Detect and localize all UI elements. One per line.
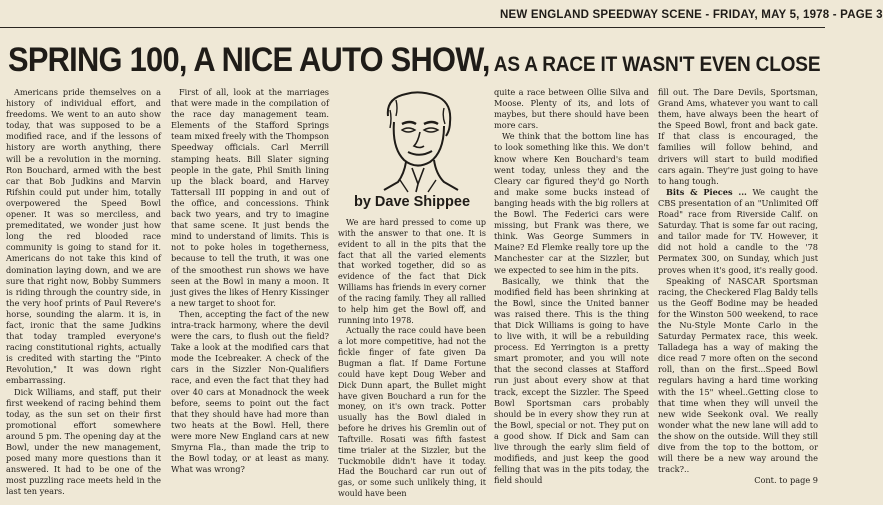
- article-column-1: [6, 87, 161, 501]
- paragraph: We think that the bottom line has to look something like this. We don't know where Ken Bouchard's team went today, unless they and the Cleary car figured they'd go North and make some bucks instead of banging heads with the big rollers at the Bowl. The Federici cars were missing, but Frank was there, we think. Was George Summers in Maine? Ed Flemke really tore up the Manchester car at the Sizzler, but we expected to see him in the pits.: [494, 131, 649, 275]
- running-head: NEW ENGLAND SPEEDWAY SCENE - FRIDAY, MAY 5, 1978 - PAGE 3: [500, 9, 883, 21]
- headline: [8, 38, 821, 82]
- paragraph: fill out. The Dare Devils, Sportsman, Grand Ams, whatever you want to call them, have always been the heart of the Speed Bowl, front and back gate. If that class is encouraged, the families will follow behind, and drivers will start to build modified cars again. They're just going to have to hang tough.: [658, 87, 818, 186]
- paragraph: Speaking of NASCAR Sportsman racing, the Checkered Flag Baldy tells us the Geoff Bodine may be headed for the Winston 500 weekend, to race the Nu-Style Monte Carlo in the Saturday Permatex race, this week. Talladega has a way of making the dice read 7 more often on the second roll, than on the first...Speed Bowl regulars having a hard time working with the 15" wheel..Getting close to that time when they will unveil the new wide Seekonk oval. We really wonder what the new lane will add to the show on the outside. Will they still dive from the top to the bottom, or will there be a new way around the track?..: [658, 275, 818, 475]
- author-caricature: [378, 88, 460, 192]
- article-column-3: [338, 218, 486, 501]
- paragraph: [658, 187, 818, 276]
- headline-main: SPRING 100, A NICE AUTO SHOW,: [8, 41, 490, 79]
- paragraph: First of all, look at the marriages that were made in the compilation of the race day management team. Elements of the Stafford Springs team mixed freely with the Thompson Speedway officials. Carl Merrill stamping heats. Bill Slater signing people in the gate, Phil Smith lining up the black board, and Harvey Tattersall III popping in and out of the office, and concessions. Think back two years, and try to imagine that same scene. It just bends the mind to understand of limits. This is not to poke holes in togetherness, because to tell the truth, it was one of the smoothest run shows we have seen at the Bowl in many a moon. It just gives the likes of Henry Kissinger a new target to shoot for.: [171, 87, 329, 308]
- paragraph-text: We caught the CBS presentation of an "Unlimited Off Road" race from Riverside Calif. on Saturday. That is some far out racing, and tailor made for TV. However, it did not hold a candle to the '78 Permatex 300, on Sunday, which just proves when it's good, it's really good.: [658, 186, 818, 275]
- paragraph: quite a race between Ollie Silva and Moose. Plenty of its, and lots of maybes, but there should have been more cars.: [494, 87, 649, 131]
- headline-sub: AS A RACE IT WASN'T EVEN CLOSE: [493, 53, 821, 76]
- article-column-4: [494, 87, 649, 501]
- header-rule: [0, 27, 825, 28]
- paragraph: Then, accepting the fact of the new intra-track harmony, where the devil were the cars, to flush out the field? Take a look at the modified cars that mode the Icebreaker. A check of the cars in the Sizzler Non-Qualifiers race, and even the fact that they had over 40 cars at Monadnock the week before, seems to point out the fact that they should have had more than two heats at the Bowl. Hell, there were more New England cars at new Smyrna Fla., than made the trip to the Bowl today, or at least as many. What was wrong?: [171, 308, 329, 475]
- article-column-5: [658, 87, 818, 501]
- paragraph: Actually the race could have been a lot more competitive, had not the fickle finger of fate given Da Bugman a flat. If Dame Fortune could have kept Doug Weber and Dick Dunn apart, the Bullet might have given Bouchard a run for the money, on it's own track. Potter usually has the Bowl dialed in before he drives his Gremlin out of Taftville. Rosati was fifth fastest time trialer at the Sizzler, but the Tuckmobile didn't have it today. Had the Bouchard car run out of gas, or some such unlikely thing, it would have been: [338, 326, 486, 499]
- paragraph: Americans pride themselves on a history of individual effort, and freedoms. We went to an auto show today, that was supposed to be a modified race, and if the lessons of history are worth anything, there will be a revolution in the morning. Ron Bouchard, armed with the best car that Bob Judkins and Marvin Rifshin could put under him, totally overpowered the Speed Bowl opener. It was so merciless, and premeditated, we wonder just how long the red blooded race community is going to stand for it. Americans do not take this kind of domination laying down, and we are sure that right now, Bobby Summers is riding through the country side, in the very hoof prints of Paul Revere's horse, sounding the alarm. it is, in fact, ironic that the same Judkins that today trampled everyone's racing constitutional rights, actually is credited with starting the "Pinto Revolution," It was down right embarrassing.: [6, 87, 161, 386]
- continuation-note: Cont. to page 9: [754, 475, 818, 486]
- paragraph: Basically, we think that the modified field has been shrinking at the Bowl, since the United banner was raised there. This is the thing that Dick Williams is going to have to live with, it will be a rebuilding process. Ed Yerrington is a pretty smart promoter, and you will note that the second classes at Stafford run just about every show at that track, except the Sizzler. The Speed Bowl Sportsman cars probably should be in every show they run at the Bowl, special or not. They put on a good show. If Dick and Sam can live through the early slim field of modifieds, and just keep the good felling that was in the pits today, the field should: [494, 275, 649, 486]
- paragraph: Dick Williams, and staff, put their first weekend of racing behind them today, as the sun set on their first promotional effort somewhere around 5 pm. The opening day at the Bowl, under the new management, posed many more questions than it answered. It had to be one of the most puzzling race meets held in the last ten years.: [6, 386, 161, 497]
- paragraph: We are hard pressed to come up with the answer to that one. It is evident to all in the pits that the fact that all the varied elements that worked together, did so as evidence of the fact that Dick Williams has friends in every corner of the racing family. They all rallied to help him get the Bowl off, and running into 1978.: [338, 218, 486, 325]
- section-label: Bits & Pieces ...: [666, 186, 747, 197]
- article-column-2: [171, 87, 329, 501]
- byline: by Dave Shippee: [353, 194, 471, 210]
